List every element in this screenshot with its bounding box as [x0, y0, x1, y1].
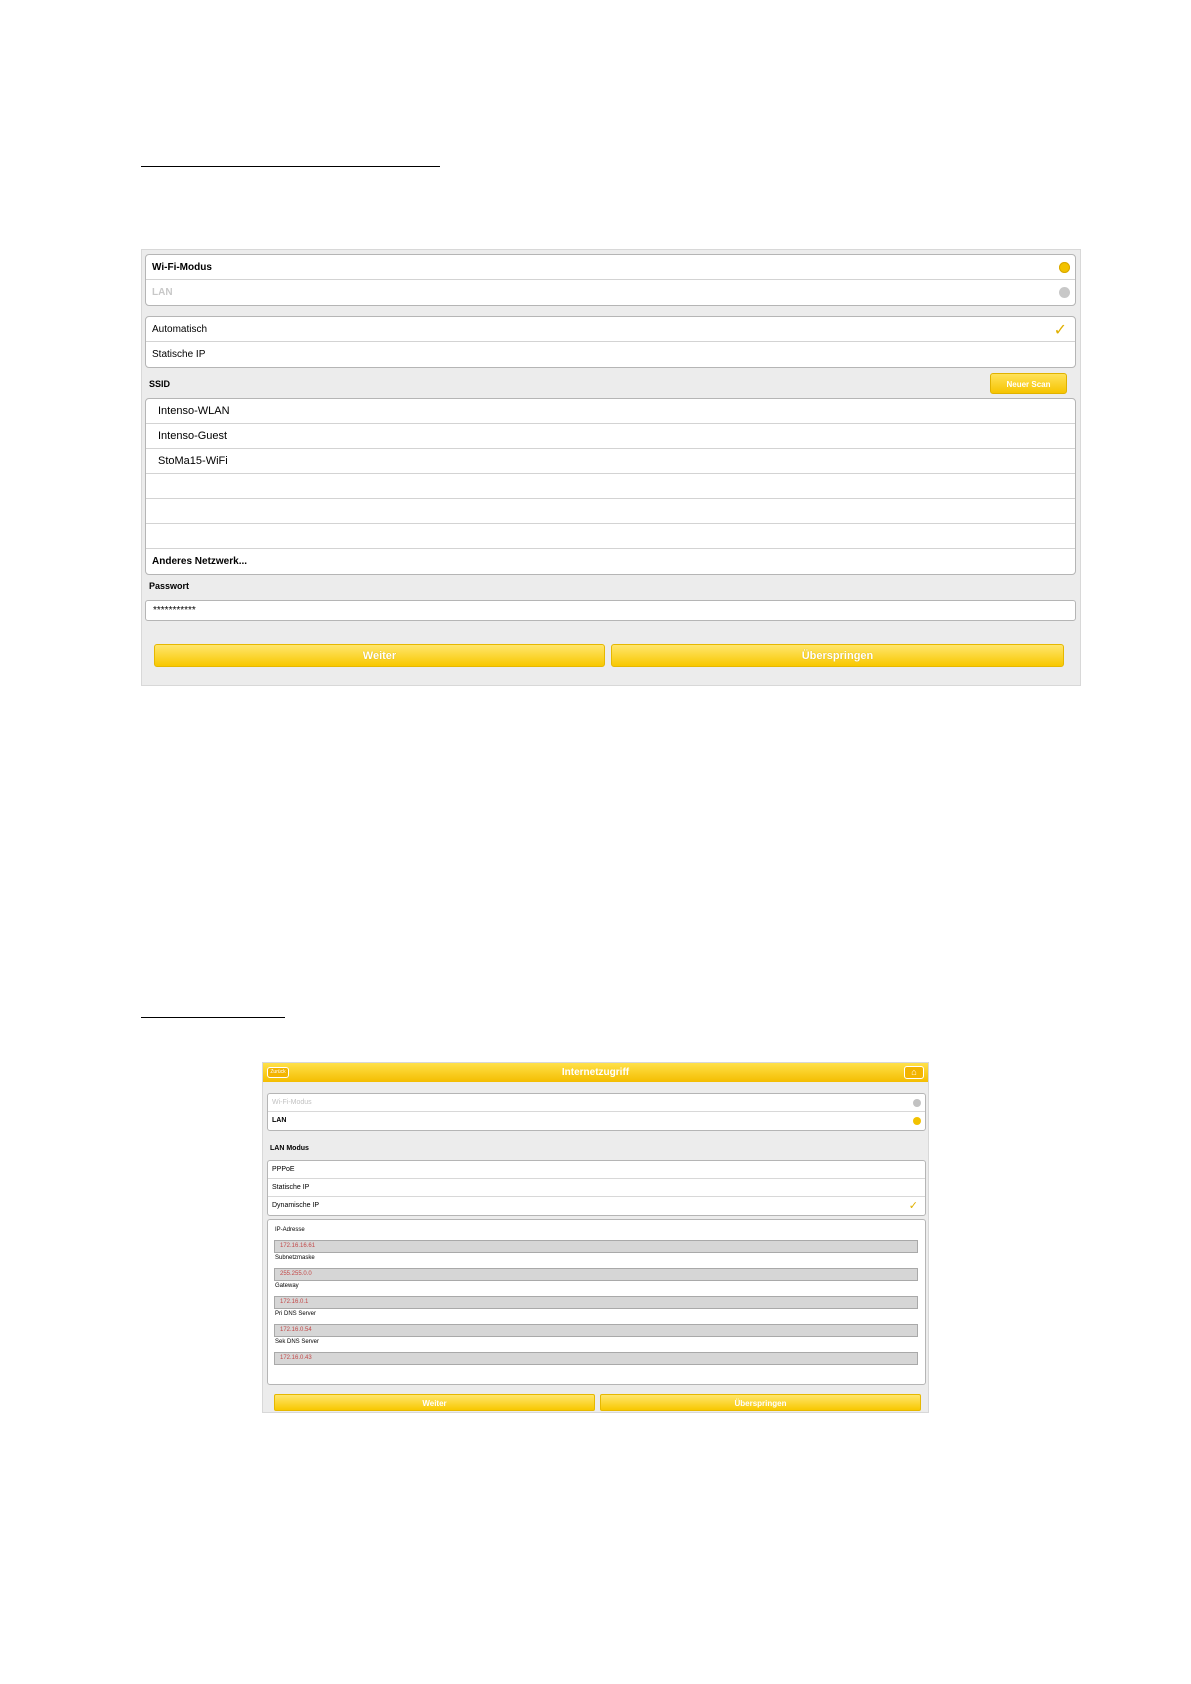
secondary-dns-field[interactable]: 172.16.0.43: [274, 1352, 918, 1365]
mode-item-label: Wi-Fi-Modus: [272, 1099, 312, 1106]
ssid-label: SSID: [149, 379, 171, 389]
lan-mode-list: [267, 1160, 926, 1216]
network-item-empty[interactable]: [146, 524, 1075, 549]
ip-option-automatic[interactable]: [146, 317, 1075, 342]
wifi-setup-screenshot: [141, 249, 1081, 686]
page-title: Internetzugriff: [561, 1067, 630, 1078]
lan-option-label: Dynamische IP: [272, 1202, 320, 1209]
connection-mode-list: [267, 1093, 926, 1131]
other-network-item[interactable]: Anderes Netzwerk...: [152, 556, 248, 567]
checkmark-icon: ✓: [908, 1200, 918, 1212]
home-icon: ⌂: [911, 1067, 917, 1077]
network-list: [145, 398, 1076, 575]
mode-item-lan[interactable]: [268, 1112, 925, 1130]
password-label: Passwort: [149, 581, 190, 591]
ip-address-field[interactable]: 172.16.16.61: [274, 1240, 918, 1253]
next-button[interactable]: Weiter: [154, 644, 605, 667]
field-label-gateway: Gateway: [275, 1283, 299, 1289]
radio-unselected-icon: [1059, 287, 1070, 298]
lan-option-label: PPPoE: [272, 1166, 295, 1173]
lan-option-label: Statische IP: [272, 1184, 310, 1191]
skip-button[interactable]: Überspringen: [611, 644, 1064, 667]
checkmark-icon: ✓: [1053, 322, 1067, 339]
network-item[interactable]: Intenso-Guest: [146, 424, 1075, 449]
mode-item-label: Wi-Fi-Modus: [152, 262, 212, 273]
ip-option-label: Statische IP: [152, 349, 206, 360]
lan-setup-screenshot: [262, 1062, 929, 1413]
lan-option-static[interactable]: [268, 1179, 925, 1197]
radio-unselected-icon: [913, 1099, 921, 1107]
mode-item-lan[interactable]: [146, 280, 1075, 305]
ip-mode-list: [145, 316, 1076, 368]
mode-item-wifi[interactable]: [146, 255, 1075, 280]
connection-mode-list: [145, 254, 1076, 306]
ip-settings-panel: [267, 1219, 926, 1385]
lan-option-dynamic[interactable]: [268, 1197, 925, 1215]
mode-item-label: LAN: [272, 1117, 287, 1124]
network-item[interactable]: Intenso-WLAN: [146, 399, 1075, 424]
radio-selected-icon: [1059, 262, 1070, 273]
section-heading-underline-1: [141, 166, 440, 167]
field-label-sec-dns: Sek DNS Server: [275, 1339, 320, 1345]
field-label-pri-dns: Pri DNS Server: [275, 1311, 317, 1317]
subnet-mask-field[interactable]: 255.255.0.0: [274, 1268, 918, 1281]
next-button[interactable]: Weiter: [274, 1394, 595, 1411]
radio-selected-icon: [913, 1117, 921, 1125]
network-item-empty[interactable]: [146, 499, 1075, 524]
mode-item-wifi[interactable]: [268, 1094, 925, 1112]
ip-option-label: Automatisch: [152, 324, 208, 335]
section-heading-underline-2: [141, 1017, 285, 1018]
home-button[interactable]: [904, 1066, 924, 1079]
field-label-subnet: Subnetzmaske: [275, 1255, 315, 1261]
back-button[interactable]: Zurück: [267, 1067, 289, 1078]
network-item-empty[interactable]: [146, 474, 1075, 499]
field-label-ip: IP-Adresse: [275, 1227, 305, 1233]
nav-bar: [263, 1063, 928, 1082]
network-item[interactable]: StoMa15-WiFi: [146, 449, 1075, 474]
skip-button[interactable]: Überspringen: [600, 1394, 921, 1411]
mode-item-label: LAN: [152, 287, 173, 298]
new-scan-button[interactable]: Neuer Scan: [990, 373, 1067, 394]
lan-mode-label: LAN Modus: [270, 1145, 309, 1152]
password-field[interactable]: ***********: [145, 600, 1076, 621]
primary-dns-field[interactable]: 172.16.0.54: [274, 1324, 918, 1337]
lan-option-pppoe[interactable]: [268, 1161, 925, 1179]
ip-option-static[interactable]: [146, 342, 1075, 367]
gateway-field[interactable]: 172.16.0.1: [274, 1296, 918, 1309]
